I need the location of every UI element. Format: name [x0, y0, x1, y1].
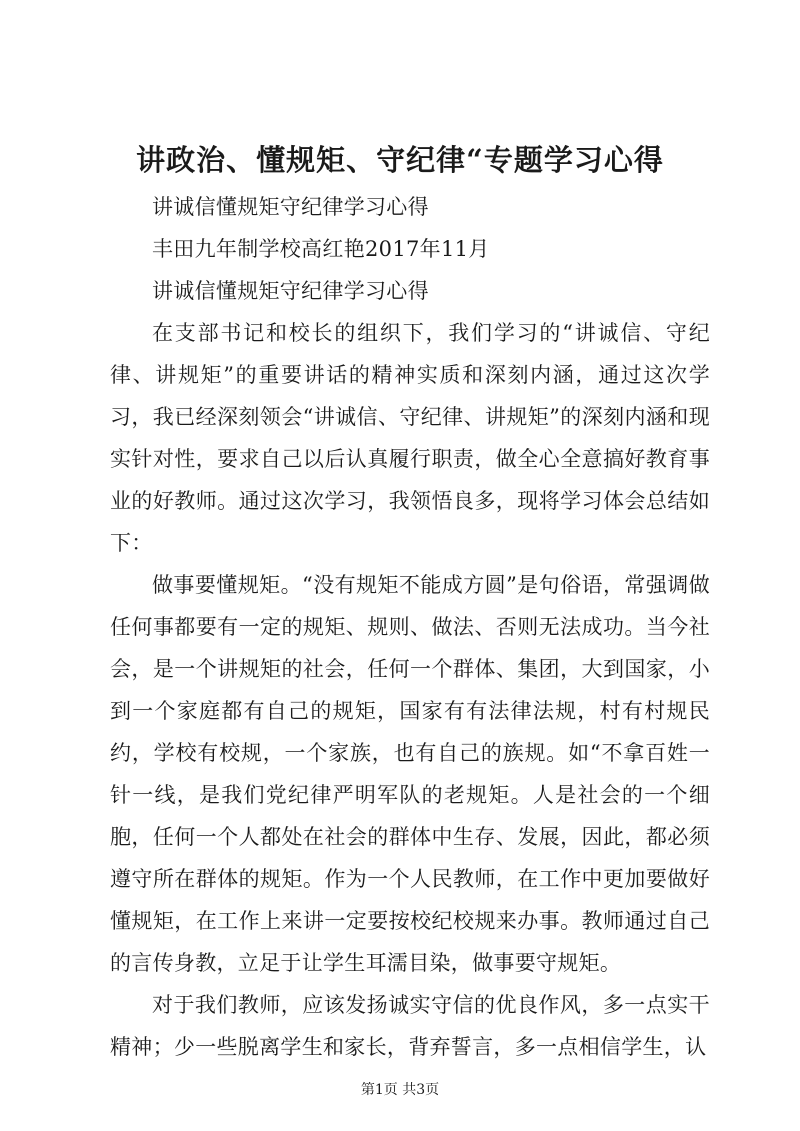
document-title: 讲政治、懂规矩、守纪律“专题学习心得 — [136, 143, 664, 177]
body-paragraph: 对于我们教师，应该发扬诚实守信的优良作风，多一点实干精神；少一些脱离学生和家长，背弃誓言，多一点相信学生，认 — [110, 993, 710, 1059]
body-paragraph: 丰田九年制学校高红艳2017年11月 — [152, 237, 490, 261]
document-body — [110, 186, 710, 1068]
body-paragraph: 做事要懂规矩。“没有规矩不能成方圆”是句俗语，常强调做任何事都要有一定的规矩、规则、做法、否则无法成功。当今社会，是一个讲规矩的社会，任何一个群体、集团，大到国家，小到一个家庭都有自己的规矩，国家有有法律法规，村有村规民约，学校有校规，一个家族，也有自己的族规。如“不拿百姓一针一线，是我们党纪律严明军队的老规矩。人是社会的一个细胞，任何一个人都处在社会的群体中生存、发展，因此，都必须遵守所在群体的规矩。作为一个人民教师，在工作中更加要做好懂规矩，在工作上来讲一定要按校纪校规来办事。教师通过自己的言传身教，立足于让学生耳濡目染，做事要守规矩。 — [110, 573, 710, 975]
body-paragraph: 在支部书记和校长的组织下，我们学习的“讲诚信、守纪律、讲规矩”的重要讲话的精神实质和深刻内涵，通过这次学习，我已经深刻领会“讲诚信、守纪律、讲规矩”的深刻内涵和现实针对性，要求自己以后认真履行职责，做全心全意搞好教育事业的好教师。通过这次学习，我领悟良多，现将学习体会总结如下： — [110, 321, 710, 555]
body-paragraph: 讲诚信懂规矩守纪律学习心得 — [152, 195, 429, 219]
page-number-footer: 第1页 共3页 — [360, 1082, 440, 1098]
body-paragraph: 讲诚信懂规矩守纪律学习心得 — [152, 279, 429, 303]
